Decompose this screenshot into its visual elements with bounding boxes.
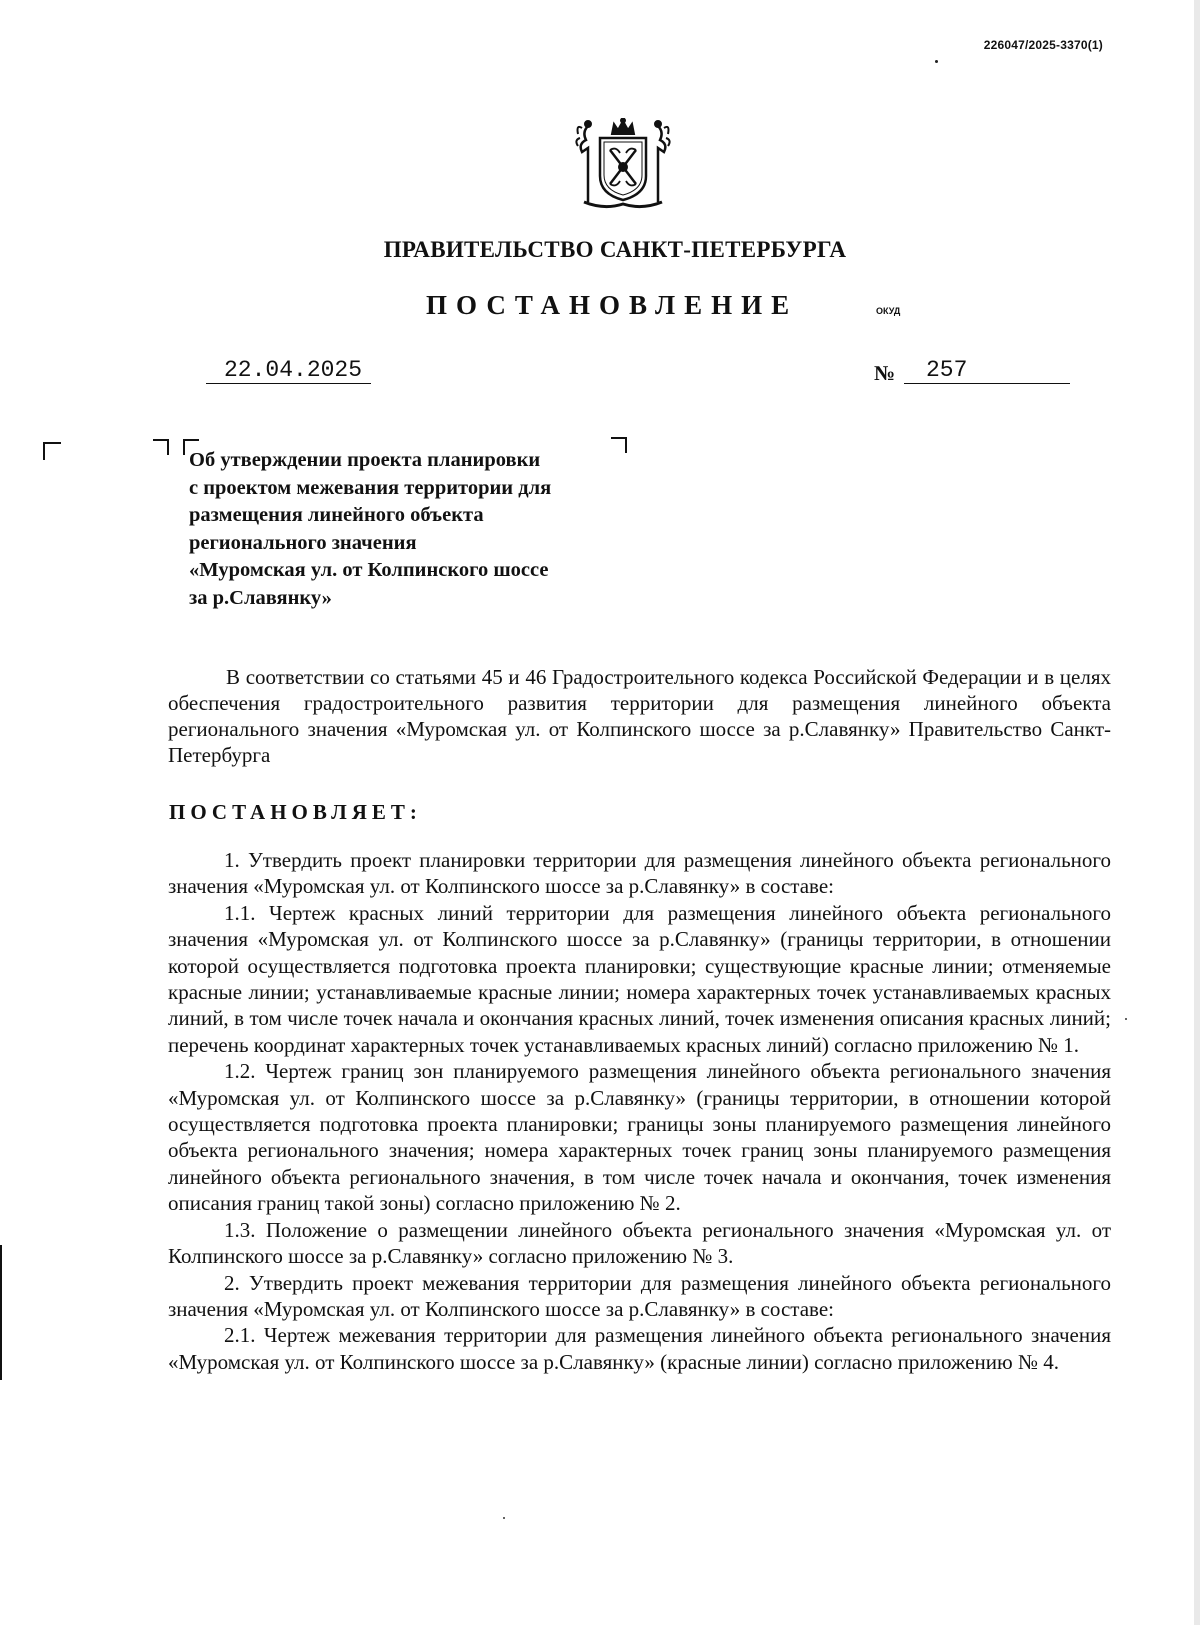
heading-line: с проектом межевания территории для [189,476,552,499]
decree-word: ПОСТАНОВЛЯЕТ: [169,800,422,824]
heading-line: «Муромская ул. от Колпинского шоссе [189,559,549,581]
corner-bracket-left [43,442,61,460]
document-type: ПОСТАНОВЛЕНИЕ [426,290,799,320]
heading-line: Об утверждении проекта планировки [189,449,541,471]
decree-body [168,847,1111,1375]
preamble-text: В соответствии со статьями 45 и 46 Градостроительного кодекса Российской Федерации и в целях обеспечения градостроительного развития территории для размещения линейного объекта регионального значения «Муромская ул. от Колпинского шоссе за р.Славянку» Правительство Санкт-Петербурга [168,665,1111,767]
document-date: 22.04.2025 [206,357,371,384]
document-number-label: № [874,361,896,385]
scan-speck [1125,1018,1127,1020]
paragraph-1-2: 1.2. Чертеж границ зон планируемого размещения линейного объекта регионального значения «Муромская ул. от Колпинского шоссе за р.Славянку» (границы территории, в отношении которой осуществляется подготовка проекта планировки; границы зоны планируемого размещения линейного объекта регионального значения; номера характерных точек границ зоны планируемого размещения линейного объекта регионального значения, в том числе точек начала и окончания, точек изменения описания границ такой зоны) согласно приложению № 2. [168,1059,1111,1216]
heading-line: за р.Славянку» [189,586,332,609]
scan-dot [935,60,938,63]
heading-line: регионального значения [189,531,417,554]
paragraph-1-1: 1.1. Чертеж красных линий территории для размещения линейного объекта регионального значения «Муромская ул. от Колпинского шоссе за р.Славянку» (границы территории, в отношении которой осуществляется подготовка проекта планировки; существующие красные линии; отменяемые красные линии; устанавливаемые красные линии; номера характерных точек устанавливаемых красных линий, в том числе точек начала и окончания красных линий, точек изменения описания красных линий; перечень координат характерных точек устанавливаемых красных линий) согласно приложению № 1. [168,900,1111,1057]
registration-number: 226047/2025-3370(1) [983,38,1103,52]
okud-label: ОКУД [876,306,901,316]
document-heading [189,447,629,612]
coat-of-arms-icon [574,118,672,210]
scan-edge-left [0,1245,2,1380]
scan-edge-right [1194,0,1200,1625]
paragraph-2: 2. Утвердить проект межевания территории для размещения линейного объекта регионального значения «Муромская ул. от Колпинского шоссе за р.Славянку» в составе: [168,1270,1111,1321]
government-title: ПРАВИТЕЛЬСТВО САНКТ-ПЕТЕРБУРГА [383,237,847,262]
scan-speck [503,1517,505,1519]
heading-line: размещения линейного объекта [189,504,484,526]
paragraph-1-3: 1.3. Положение о размещении линейного объекта регионального значения «Муромская ул. от Колпинского шоссе за р.Славянку» согласно приложению № 3. [168,1217,1111,1269]
corner-bracket-heading-left-outer [153,439,169,455]
paragraph-1: 1. Утвердить проект планировки территории для размещения линейного объекта регионального значения «Муромская ул. от Колпинского шоссе за р.Славянку» в составе: [168,848,1111,899]
paragraph-2-1: 2.1. Чертеж межевания территории для размещения линейного объекта регионального значения «Муромская ул. от Колпинского шоссе за р.Славянку» (красные линии) согласно приложению № 4. [168,1323,1111,1374]
document-number: 257 [904,357,1070,384]
